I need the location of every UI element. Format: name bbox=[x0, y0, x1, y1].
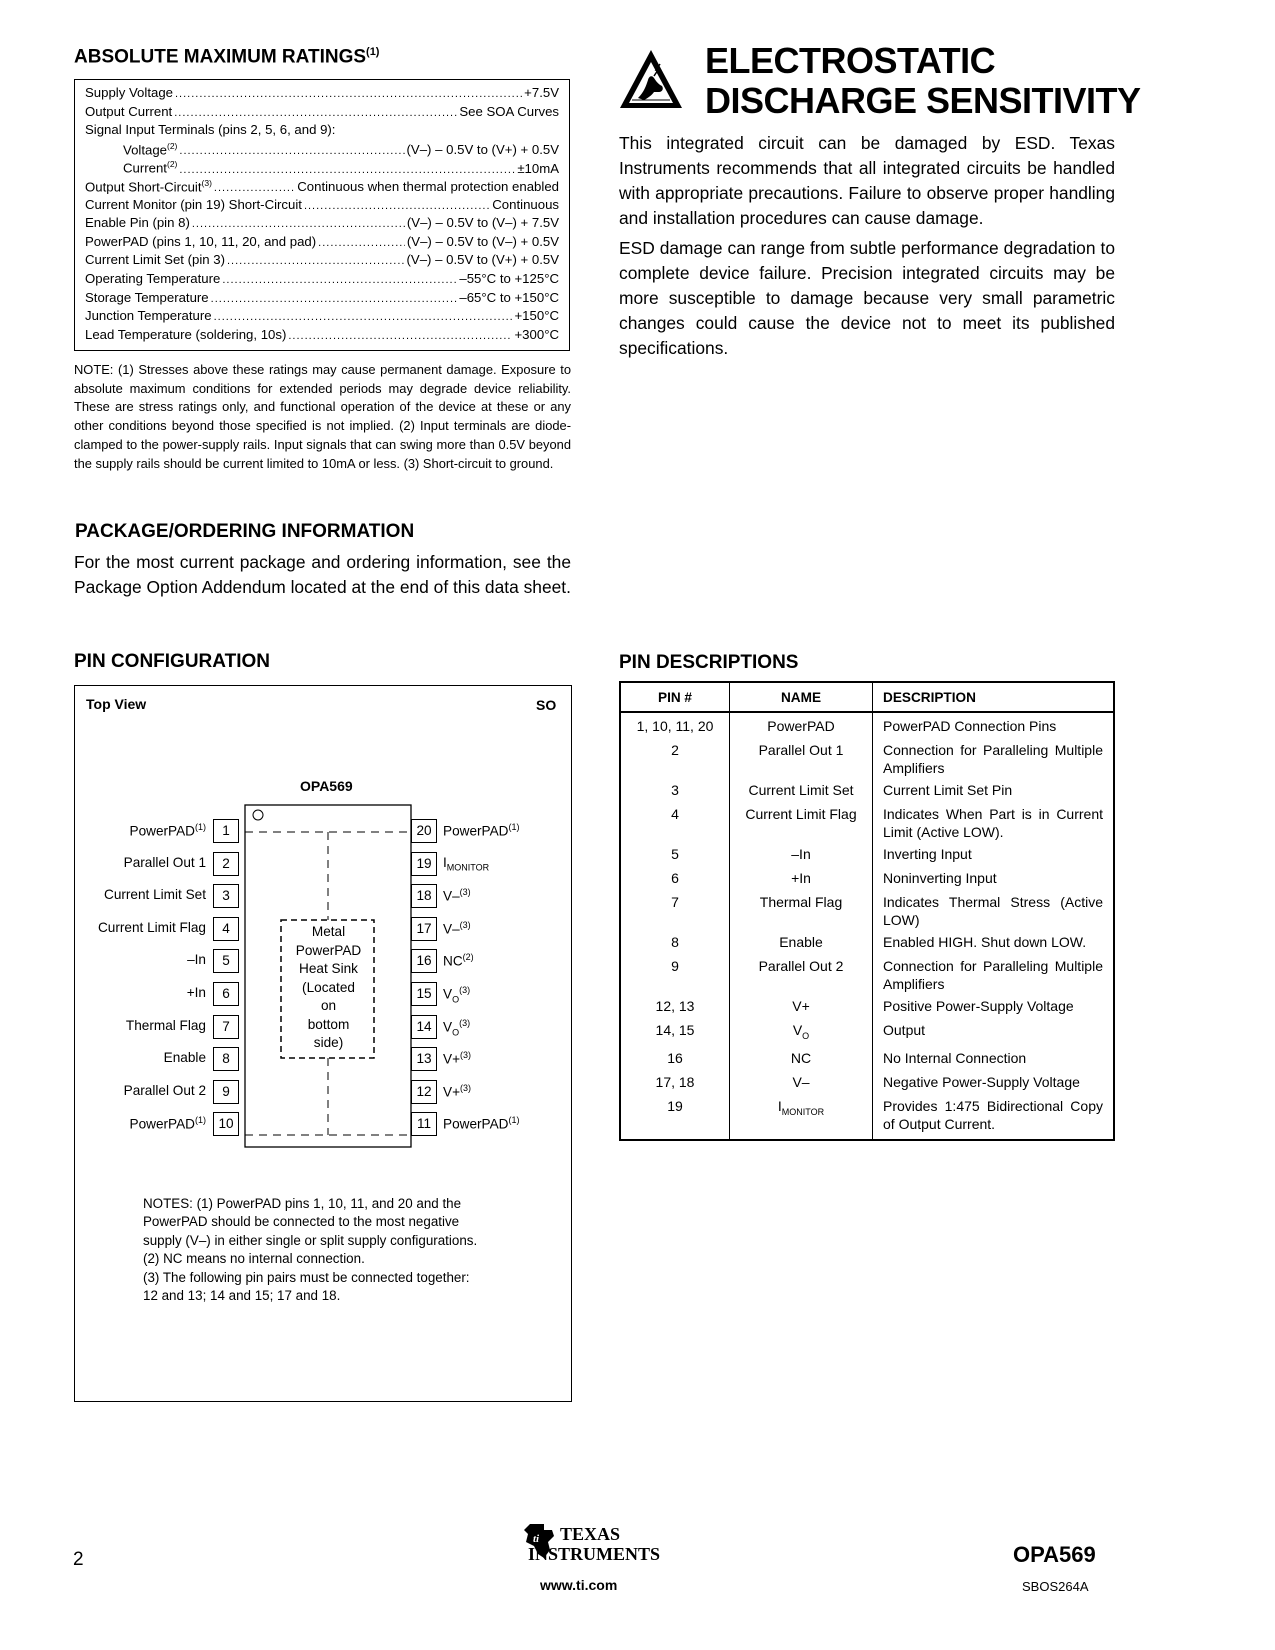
rating-value: –65°C to +150°C bbox=[459, 289, 559, 305]
dot-leader bbox=[288, 330, 512, 342]
table-row bbox=[620, 777, 1114, 801]
rating-label: Supply Voltage bbox=[85, 85, 173, 100]
pin-label: Thermal Flag bbox=[125, 1017, 206, 1033]
rating-row bbox=[85, 122, 559, 141]
document-id: SBOS264A bbox=[1022, 1579, 1089, 1594]
pin-description-cell: Noninverting Input bbox=[883, 870, 997, 886]
pin-number-cell: 1, 10, 11, 20 bbox=[620, 712, 730, 737]
pin-label: PowerPAD$^{(1)}$ bbox=[443, 1115, 520, 1132]
pin-label: V–$^{(3)}$ bbox=[443, 919, 471, 937]
pin-description-cell: Enabled HIGH. Shut down LOW. bbox=[883, 934, 1087, 950]
pin-label: +In bbox=[186, 985, 206, 1000]
logo-line-2: INSTRUMENTS bbox=[528, 1544, 661, 1564]
pin-number-cell: 8 bbox=[620, 929, 730, 953]
package-text: For the most current package and ordering information, see the Package Option Addendum located at the end of this data sheet. bbox=[74, 552, 571, 597]
table-row bbox=[620, 1017, 1114, 1045]
pin-number-box: 17 bbox=[411, 917, 437, 941]
pin-number-cell: 5 bbox=[620, 841, 730, 865]
pin-label: PowerPAD$^{(1)}$ bbox=[443, 822, 520, 839]
logo-line-1: TEXAS bbox=[560, 1524, 621, 1544]
table-row bbox=[620, 929, 1114, 953]
pin-number-box: 8 bbox=[213, 1047, 239, 1071]
rating-value: –55°C to +125°C bbox=[459, 270, 559, 286]
note-line: 12 and 13; 14 and 15; 17 and 18. bbox=[143, 1288, 341, 1304]
rating-label: Signal Input Terminals (pins 2, 5, 6, and 9): bbox=[85, 122, 336, 138]
dot-leader bbox=[214, 182, 295, 194]
pin-label: $I_{MONITOR}$ bbox=[443, 854, 490, 873]
rating-label: Voltage$^{(2)}$ bbox=[123, 140, 178, 158]
rating-value: See SOA Curves bbox=[459, 103, 559, 119]
pin-number-box: 4 bbox=[213, 917, 239, 941]
table-row bbox=[620, 801, 1114, 841]
pin-number-box: 15 bbox=[411, 982, 437, 1006]
pin-number-cell: 4 bbox=[620, 801, 730, 841]
pin-description-cell: Inverting Input bbox=[883, 846, 972, 862]
rating-value: +7.5V bbox=[524, 85, 559, 100]
pin-label: $V_O^{(3)}$ bbox=[443, 1017, 471, 1037]
pin-label: –In bbox=[187, 952, 206, 968]
dot-leader bbox=[227, 255, 405, 267]
dot-leader bbox=[179, 145, 404, 157]
rating-row bbox=[85, 141, 559, 160]
rating-value: (V–) – 0.5V to (V–) + 0.5V bbox=[406, 233, 559, 249]
pin-name-cell: Enable bbox=[730, 929, 873, 953]
pin-label: $V_O^{(3)}$ bbox=[443, 985, 471, 1005]
table-row bbox=[620, 953, 1114, 993]
pin-number-box: 12 bbox=[411, 1080, 437, 1104]
pin-description-cell: PowerPAD Connection Pins bbox=[883, 718, 1057, 734]
pin-desc-title: PIN DESCRIPTIONS bbox=[619, 652, 799, 673]
pin-description-table bbox=[619, 681, 1115, 1141]
note-line: supply (V–) in either single or split supply configurations. bbox=[143, 1232, 478, 1248]
package-title: PACKAGE/ORDERING INFORMATION bbox=[75, 521, 415, 542]
pin-name-cell: Parallel Out 2 bbox=[730, 953, 873, 993]
pin-description-cell: Connection for Paralleling Multiple Amplifiers bbox=[883, 742, 1103, 776]
rating-value: Continuous bbox=[492, 196, 559, 212]
pin-name-cell: +In bbox=[730, 865, 873, 889]
pin-number-box: 5 bbox=[213, 949, 239, 973]
package-type-label: SO bbox=[536, 697, 557, 713]
dot-leader bbox=[175, 88, 522, 100]
pin-label: V–$^{(3)}$ bbox=[443, 887, 471, 904]
ti-logo bbox=[522, 1520, 672, 1585]
pin-number-cell: 7 bbox=[620, 889, 730, 929]
table-row bbox=[620, 712, 1114, 737]
rating-row bbox=[85, 178, 559, 197]
table-row bbox=[620, 841, 1114, 865]
pin-name-cell: Parallel Out 1 bbox=[730, 737, 873, 777]
header-pin: PIN # bbox=[620, 682, 730, 712]
esd-paragraph-1: This integrated circuit can be damaged by ESD. Texas Instruments recommends that all integrated circuits be handled with appropriate precautions. Failure to observe proper handling and installation procedures can cause damage. bbox=[619, 133, 1115, 228]
top-view-label: Top View bbox=[86, 696, 147, 712]
rating-value: ±10mA bbox=[517, 160, 559, 176]
pin-number-box: 20 bbox=[411, 819, 437, 843]
dot-leader bbox=[318, 237, 405, 249]
rating-label: Current Monitor (pin 19) Short-Circuit bbox=[85, 196, 302, 212]
rating-row bbox=[85, 159, 559, 178]
pin-label: PowerPAD$^{(1)}$ bbox=[129, 1115, 206, 1132]
header-description: DESCRIPTION bbox=[873, 682, 1115, 712]
rating-label: Operating Temperature bbox=[85, 270, 221, 286]
pin-name-cell: –In bbox=[730, 841, 873, 865]
pin-description-cell: Indicates Thermal Stress (Active LOW) bbox=[883, 894, 1103, 928]
pin-number-box: 7 bbox=[213, 1015, 239, 1039]
pin-number-cell: 14, 15 bbox=[620, 1017, 730, 1045]
pin-description-cell: Indicates When Part is in Current Limit (Active LOW). bbox=[883, 806, 1103, 840]
pin-name-cell: V– bbox=[730, 1069, 873, 1093]
pin-description-cell: Negative Power-Supply Voltage bbox=[883, 1073, 1080, 1090]
pin-number-cell: 12, 13 bbox=[620, 993, 730, 1017]
pin-number-box: 13 bbox=[411, 1047, 437, 1071]
dot-leader bbox=[192, 218, 405, 230]
rating-row bbox=[85, 85, 559, 104]
pin-number-box: 16 bbox=[411, 949, 437, 973]
heat-sink-line: side) bbox=[313, 1035, 344, 1050]
pin-name-cell: Current Limit Set bbox=[730, 777, 873, 801]
rating-row bbox=[85, 271, 559, 290]
pin-name-cell: Thermal Flag bbox=[730, 889, 873, 929]
dot-leader bbox=[211, 293, 458, 305]
rating-row bbox=[85, 215, 559, 234]
table-row bbox=[620, 993, 1114, 1017]
pin-name-cell: PowerPAD bbox=[730, 712, 873, 737]
dot-leader bbox=[304, 200, 490, 212]
rating-value: (V–) – 0.5V to (V–) + 7.5V bbox=[406, 215, 559, 231]
heat-sink-line: bottom bbox=[307, 1016, 350, 1032]
pin-number-box: 9 bbox=[213, 1080, 239, 1104]
pin-number-box: 10 bbox=[213, 1112, 239, 1136]
pin-number-cell: 2 bbox=[620, 737, 730, 777]
rating-label: Lead Temperature (soldering, 10s) bbox=[85, 326, 287, 342]
rating-label: Output Current bbox=[85, 103, 173, 119]
pin-config-title: PIN CONFIGURATION bbox=[74, 651, 270, 672]
chip-name-label: OPA569 bbox=[300, 778, 353, 794]
pin-label: PowerPAD$^{(1)}$ bbox=[129, 822, 206, 839]
pin-number-box: 14 bbox=[411, 1015, 437, 1039]
pin-number-box: 6 bbox=[213, 982, 239, 1006]
pin-number-box: 11 bbox=[411, 1112, 437, 1136]
page-number: 2 bbox=[73, 1549, 84, 1570]
pin-label: Current Limit Set bbox=[104, 887, 206, 903]
note-line: (3) The following pin pairs must be connected together: bbox=[143, 1269, 470, 1285]
pin-name-cell: NC bbox=[730, 1045, 873, 1069]
svg-text:ti: ti bbox=[533, 1533, 540, 1545]
abs-max-note: NOTE: (1) Stresses above these ratings may cause permanent damage. Exposure to absolute maximum conditions for extended periods may degrade device reliability. These are stress ratings only, and functional operation of the device at these or any other conditions beyond those specified is not implied. (2) Input terminals are diode-clamped to the power-supply rails. Input signals that can swing more than 0.5V beyond the supply rails should be current limited to 10mA or less. (3) Short-circuit to ground. bbox=[74, 362, 571, 471]
pin-label: NC$^{(2)}$ bbox=[443, 952, 474, 969]
pin-label: V+$^{(3)}$ bbox=[443, 1050, 472, 1067]
heat-sink-line: Metal bbox=[311, 924, 346, 939]
pin-name-cell: Current Limit Flag bbox=[730, 801, 873, 841]
note-line: (2) NC means no internal connection. bbox=[143, 1251, 365, 1267]
table-header-row bbox=[620, 682, 1114, 712]
ti-logo-icon bbox=[522, 1520, 672, 1580]
rating-value: +150°C bbox=[514, 308, 559, 324]
rating-label: Current Limit Set (pin 3) bbox=[85, 252, 225, 268]
heat-sink-line: (Located bbox=[302, 979, 355, 995]
pin-label: Enable bbox=[163, 1050, 206, 1066]
esd-paragraph-2: ESD damage can range from subtle performance degradation to complete device failure. Precision integrated circuits may be more susceptible to damage because very small parametric changes could cause the device not to meet its published specifications. bbox=[619, 238, 1115, 358]
heat-sink-label bbox=[282, 923, 375, 1053]
rating-value: Continuous when thermal protection enabled bbox=[297, 179, 559, 195]
pin-name-cell: $I_{MONITOR}$ bbox=[730, 1093, 873, 1140]
table-row bbox=[620, 889, 1114, 929]
header-name: NAME bbox=[730, 682, 873, 712]
pin-name-cell: V+ bbox=[730, 993, 873, 1017]
table-row bbox=[620, 737, 1114, 777]
rating-row bbox=[85, 197, 559, 216]
table-row bbox=[620, 1093, 1114, 1140]
abs-max-ratings-box bbox=[74, 79, 570, 351]
heat-sink-line: on bbox=[320, 998, 337, 1013]
pin-label: Parallel Out 1 bbox=[123, 854, 206, 870]
esd-title: ELECTROSTATIC DISCHARGE SENSITIVITY bbox=[705, 40, 1141, 121]
rating-label: Storage Temperature bbox=[85, 289, 209, 305]
pin-label: Parallel Out 2 bbox=[123, 1082, 206, 1098]
table-row bbox=[620, 1045, 1114, 1069]
rating-label: Current$^{(2)}$ bbox=[123, 159, 178, 176]
rating-label: Output Short-Circuit$^{(3)}$ bbox=[85, 177, 212, 195]
rating-row bbox=[85, 252, 559, 271]
pin-description-cell: Current Limit Set Pin bbox=[883, 782, 1013, 798]
pin-description-cell: No Internal Connection bbox=[883, 1049, 1027, 1066]
rating-value: (V–) – 0.5V to (V+) + 0.5V bbox=[406, 252, 559, 268]
pin-number-cell: 9 bbox=[620, 953, 730, 993]
pin-number-cell: 19 bbox=[620, 1093, 730, 1140]
pin-label: Current Limit Flag bbox=[97, 919, 206, 935]
table-row bbox=[620, 1069, 1114, 1093]
pin-description-cell: Connection for Paralleling Multiple Amplifiers bbox=[883, 958, 1103, 992]
dot-leader bbox=[222, 274, 457, 286]
pin-number-box: 2 bbox=[213, 852, 239, 876]
rating-label: Junction Temperature bbox=[85, 308, 212, 324]
dot-leader bbox=[179, 164, 515, 176]
rating-row bbox=[85, 290, 559, 309]
pin-config-notes bbox=[143, 1195, 477, 1305]
note-line: NOTES: (1) PowerPAD pins 1, 10, 11, and 20 and the bbox=[143, 1196, 462, 1211]
pin-number-box: 19 bbox=[411, 852, 437, 876]
rating-value: (V–) – 0.5V to (V+) + 0.5V bbox=[406, 142, 559, 158]
esd-warning-icon bbox=[618, 48, 684, 110]
rating-row bbox=[85, 104, 559, 123]
heat-sink-line: Heat Sink bbox=[299, 961, 358, 976]
pin-name-cell: $V_O$ bbox=[730, 1017, 873, 1045]
rating-label: PowerPAD (pins 1, 10, 11, 20, and pad) bbox=[85, 233, 317, 249]
pin-number-cell: 17, 18 bbox=[620, 1069, 730, 1093]
website-url: www.ti.com bbox=[540, 1577, 618, 1593]
part-number: OPA569 bbox=[1013, 1542, 1096, 1567]
pin-number-cell: 6 bbox=[620, 865, 730, 889]
heat-sink-line: PowerPAD bbox=[295, 942, 362, 958]
rating-row bbox=[85, 308, 559, 327]
table-row bbox=[620, 865, 1114, 889]
pin-description-cell: Provides 1:475 Bidirectional Copy of Output Current. bbox=[883, 1097, 1103, 1132]
dot-leader bbox=[214, 311, 513, 323]
pin-description-cell: Positive Power-Supply Voltage bbox=[883, 998, 1074, 1014]
pin-number-box: 3 bbox=[213, 884, 239, 908]
rating-label: Enable Pin (pin 8) bbox=[85, 215, 190, 231]
pin-label: V+$^{(3)}$ bbox=[443, 1082, 472, 1100]
rating-value: +300°C bbox=[514, 326, 559, 342]
pin-description-cell: Output bbox=[883, 1022, 926, 1038]
pin-number-box: 18 bbox=[411, 884, 437, 908]
pin-number-cell: 16 bbox=[620, 1045, 730, 1069]
abs-max-title: ABSOLUTE MAXIMUM RATINGS$^{(1)}$ bbox=[74, 46, 380, 68]
rating-row bbox=[85, 234, 559, 253]
pin-number-box: 1 bbox=[213, 819, 239, 843]
note-line: PowerPAD should be connected to the most negative bbox=[143, 1214, 460, 1230]
dot-leader bbox=[174, 107, 457, 119]
rating-row bbox=[85, 327, 559, 346]
pin-number-cell: 3 bbox=[620, 777, 730, 801]
